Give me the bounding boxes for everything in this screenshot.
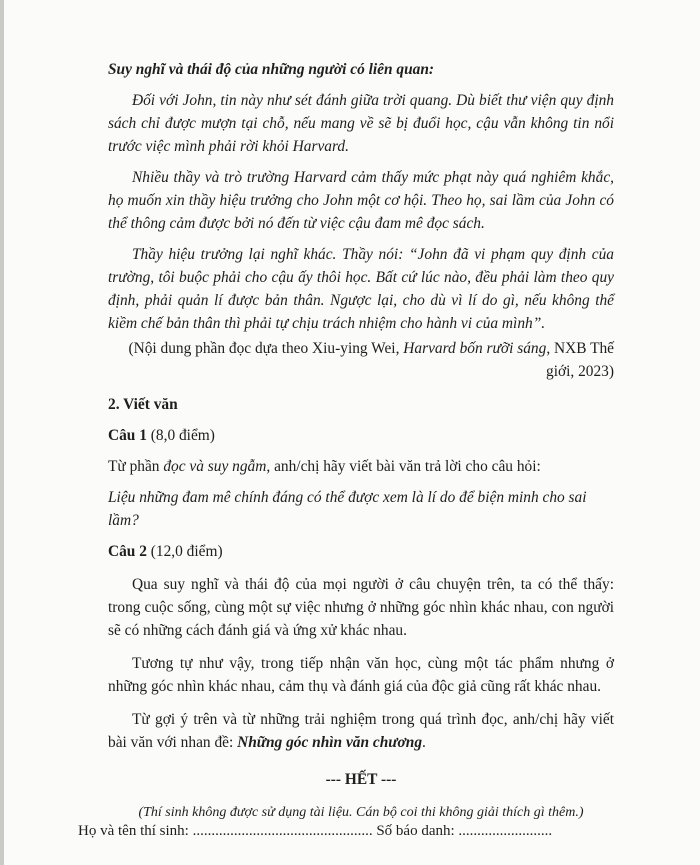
paragraph-john: Đối với John, tin này như sét đánh giữa trời quang. Dù biết thư viện quy định sách chỉ được mượn tại chỗ, nếu mang về sẽ bị đuổi học, cậu vẫn không tin nổi trước việc mình phải rời khỏi Harvard.	[108, 92, 614, 155]
candidate-name-blank[interactable]: ................................................	[192, 823, 373, 839]
question-1-header: Câu 1 (8,0 điểm)	[108, 427, 215, 444]
question-2-paragraph-1: Qua suy nghĩ và thái độ của mọi người ở câu chuyện trên, ta có thể thấy: trong cuộc sống, cùng một sự việc nhưng ở những góc nhìn khác nhau, con người sẽ có những cách đánh giá và ứng xử khác nhau.	[108, 576, 614, 639]
end-mark: --- HẾT ---	[325, 771, 397, 788]
question-2-header: Câu 2 (12,0 điểm)	[108, 543, 223, 560]
paragraph-principal: Thầy hiệu trưởng lại nghĩ khác. Thầy nói: “John đã vi phạm quy định của trường, tôi buộc phải cho cậu ấy thôi học. Bất cứ lúc nào, đều phải làm theo quy định, phải quản lí được bản thân. Ngược lại, cho dù vì lí do gì, nếu không thể kiềm chế bản thân thì phải tự chịu trách nhiệm cho hành vi của mình”.	[108, 246, 614, 332]
candidate-id-label: Số báo danh:	[372, 823, 459, 839]
exam-note: (Thí sinh không được sử dụng tài liệu. Cán bộ coi thi không giải thích gì thêm.)	[138, 805, 584, 820]
question-1-prompt: Liệu những đam mê chính đáng có thể được xem là lí do để biện minh cho sai lầm?	[108, 489, 587, 529]
candidate-id-blank[interactable]: .........................	[458, 823, 553, 839]
essay-title: Những góc nhìn văn chương	[237, 734, 423, 751]
paragraph-teachers: Nhiều thầy và trò trường Harvard cảm thấy mức phạt này quá nghiêm khắc, họ muốn xin thầy hiệu trưởng cho John một cơ hội. Theo họ, sai lầm của John có thể thông cảm được bởi nó đến từ việc cậu đam mê đọc sách.	[108, 169, 614, 232]
source-citation: (Nội dung phần đọc dựa theo Xiu-ying Wei, Harvard bốn rưỡi sáng, NXB Thế giới, 2023)	[128, 340, 614, 380]
section-2-title: 2. Viết văn	[108, 396, 178, 413]
source-book-title: Harvard bốn rưỡi sáng	[403, 340, 547, 357]
question-2-paragraph-3: Từ gợi ý trên và từ những trải nghiệm trong quá trình đọc, anh/chị hãy viết bài văn với nhan đề: Những góc nhìn văn chương.	[108, 711, 614, 751]
candidate-info-line	[78, 820, 640, 843]
question-1-instruction: Từ phần đọc và suy ngẫm, anh/chị hãy viết bài văn trả lời cho câu hỏi:	[108, 458, 541, 475]
candidate-name-label: Họ và tên thí sinh:	[78, 823, 193, 839]
question-2-paragraph-2: Tương tự như vậy, trong tiếp nhận văn học, cùng một tác phẩm nhưng ở những góc nhìn khác nhau, cảm thụ và đánh giá của độc giả cũng rất khác nhau.	[108, 655, 614, 695]
section-heading: Suy nghĩ và thái độ của những người có liên quan:	[108, 61, 435, 78]
